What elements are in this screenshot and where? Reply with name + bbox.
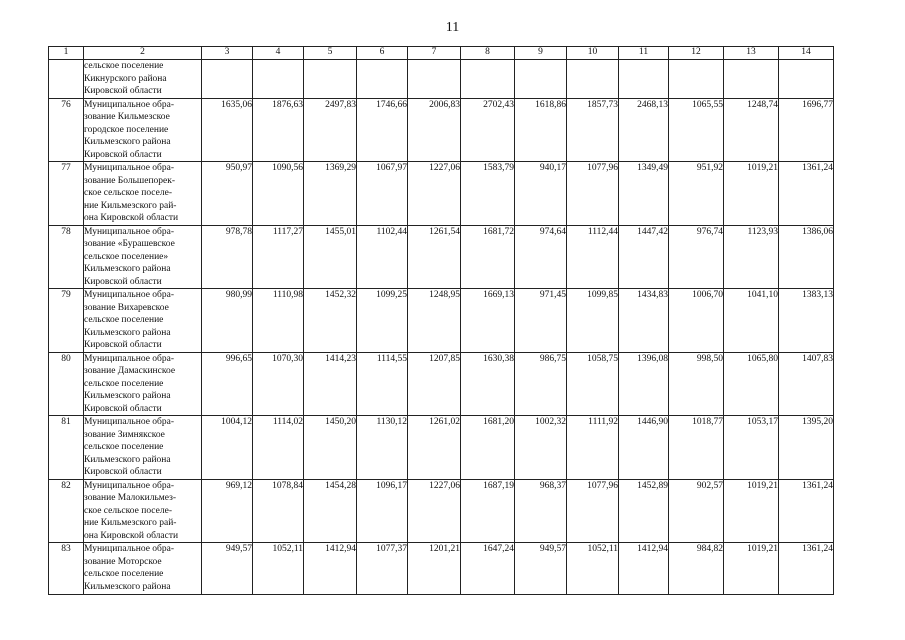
value-cell-col6: 1067,97 [357, 162, 408, 226]
value-cell-col5: 1452,32 [304, 289, 357, 353]
value-cell-col7: 2006,83 [408, 98, 461, 162]
row-index-cell [49, 60, 84, 99]
value-cell-col8: 1583,79 [461, 162, 515, 226]
value-cell-col3 [202, 60, 253, 99]
value-cell-col12: 984,82 [669, 543, 724, 595]
table-row [49, 543, 834, 595]
value-cell-col3: 950,97 [202, 162, 253, 226]
municipality-name-line: Кировской области [84, 86, 162, 96]
value-cell-col9: 1618,86 [515, 98, 567, 162]
value-cell-col7: 1227,06 [408, 479, 461, 543]
value-cell-col3: 996,65 [202, 352, 253, 416]
municipality-name-line: Кильмезского района [84, 264, 171, 274]
municipality-name-cell [84, 60, 202, 99]
table-row [49, 479, 834, 543]
row-index-cell: 80 [49, 352, 84, 416]
value-cell-col14: 1386,06 [779, 225, 834, 289]
municipality-name-cell [84, 162, 202, 226]
value-cell-col6: 1130,12 [357, 416, 408, 480]
municipality-name-line: ское сельское поселе- [84, 505, 172, 516]
value-cell-col4: 1052,11 [253, 543, 304, 595]
value-cell-col14: 1361,24 [779, 479, 834, 543]
value-cell-col6: 1077,37 [357, 543, 408, 595]
header-cell: 9 [515, 47, 567, 60]
value-cell-col5: 2497,83 [304, 98, 357, 162]
municipality-name-line: зование Дамаскинское [84, 366, 176, 376]
value-cell-col10: 1052,11 [567, 543, 619, 595]
value-cell-col6 [357, 60, 408, 99]
value-cell-col4 [253, 60, 304, 99]
value-cell-col14: 1361,24 [779, 162, 834, 226]
value-cell-col12: 902,57 [669, 479, 724, 543]
municipality-name-line: сельское поселение [84, 61, 164, 71]
table-row [49, 162, 834, 226]
municipality-name-line: городское поселение [84, 124, 169, 135]
header-cell: 2 [84, 47, 202, 60]
municipality-name-line: зование Вихаревское [84, 302, 169, 313]
value-cell-col5: 1454,28 [304, 479, 357, 543]
value-cell-col11 [619, 60, 669, 99]
value-cell-col8: 1669,13 [461, 289, 515, 353]
value-cell-col10 [567, 60, 619, 99]
value-cell-col11: 1446,90 [619, 416, 669, 480]
value-cell-col13: 1019,21 [724, 162, 779, 226]
value-cell-col3: 949,57 [202, 543, 253, 595]
value-cell-col7: 1261,02 [408, 416, 461, 480]
value-cell-col3: 1004,12 [202, 416, 253, 480]
value-cell-col6: 1099,25 [357, 289, 408, 353]
value-cell-col14: 1361,24 [779, 543, 834, 595]
value-cell-col13: 1123,93 [724, 225, 779, 289]
value-cell-col14: 1383,13 [779, 289, 834, 353]
header-row [49, 47, 834, 60]
municipality-name-line: Кировской области [84, 467, 162, 477]
municipality-name-line: сельское поселение» [84, 251, 169, 262]
value-cell-col10: 1857,73 [567, 98, 619, 162]
value-cell-col13: 1065,80 [724, 352, 779, 416]
value-cell-col6: 1102,44 [357, 225, 408, 289]
municipality-name-line: зование «Бурашевское [84, 239, 175, 249]
table-row [49, 289, 834, 353]
value-cell-col12: 976,74 [669, 225, 724, 289]
value-cell-col7: 1227,06 [408, 162, 461, 226]
municipality-name-line: зование Кильмезское [84, 112, 170, 122]
municipality-name-line: Муниципальное обра- [84, 544, 175, 554]
value-cell-col12: 1018,77 [669, 416, 724, 480]
value-cell-col11: 1452,89 [619, 479, 669, 543]
row-index-cell: 83 [49, 543, 84, 595]
header-cell: 10 [567, 47, 619, 60]
municipality-name-line: она Кировской области [84, 530, 179, 541]
row-index-cell: 77 [49, 162, 84, 226]
value-cell-col3: 969,12 [202, 479, 253, 543]
municipality-name-line: зование Малокильмез- [84, 493, 177, 503]
header-cell: 11 [619, 47, 669, 60]
municipality-name-line: сельское поселение [84, 378, 164, 389]
row-index-cell: 81 [49, 416, 84, 480]
municipality-name-cell [84, 352, 202, 416]
row-index-cell: 78 [49, 225, 84, 289]
header-cell: 5 [304, 47, 357, 60]
value-cell-col10: 1111,92 [567, 416, 619, 480]
value-cell-col11: 1396,08 [619, 352, 669, 416]
value-cell-col4: 1876,63 [253, 98, 304, 162]
municipality-name-line: сельское поселение [84, 569, 164, 579]
value-cell-col4: 1114,02 [253, 416, 304, 480]
row-index-cell: 79 [49, 289, 84, 353]
table-row [49, 225, 834, 289]
municipality-name-cell [84, 416, 202, 480]
table-row [49, 60, 834, 99]
value-cell-col8: 1681,72 [461, 225, 515, 289]
municipality-name-line: сельское поселение [84, 442, 164, 452]
value-cell-col7 [408, 60, 461, 99]
header-cell: 13 [724, 47, 779, 60]
value-cell-col13: 1248,74 [724, 98, 779, 162]
value-cell-col13 [724, 60, 779, 99]
municipality-name-line: зование Зимнякское [84, 429, 165, 440]
value-cell-col5: 1455,01 [304, 225, 357, 289]
header-cell: 7 [408, 47, 461, 60]
value-cell-col9: 971,45 [515, 289, 567, 353]
municipality-name-line: Кильмезского района [84, 327, 171, 338]
municipality-name-line: она Кировской области [84, 213, 179, 223]
value-cell-col12 [669, 60, 724, 99]
value-cell-col10: 1077,96 [567, 479, 619, 543]
value-cell-col8: 1630,38 [461, 352, 515, 416]
value-cell-col12: 951,92 [669, 162, 724, 226]
value-cell-col9: 940,17 [515, 162, 567, 226]
value-cell-col3: 1635,06 [202, 98, 253, 162]
value-cell-col11: 1349,49 [619, 162, 669, 226]
value-cell-col14 [779, 60, 834, 99]
value-cell-col5: 1412,94 [304, 543, 357, 595]
table-row [49, 416, 834, 480]
value-cell-col4: 1117,27 [253, 225, 304, 289]
page-number: 11 [445, 20, 460, 35]
municipality-name-line: Муниципальное обра- [84, 417, 175, 427]
municipality-name-line: Кильмезского района [84, 137, 171, 147]
municipality-name-line: Кильмезского района [84, 581, 171, 592]
header-cell: 4 [253, 47, 304, 60]
value-cell-col3: 980,99 [202, 289, 253, 353]
header-cell: 1 [49, 47, 84, 60]
value-cell-col4: 1110,98 [253, 289, 304, 353]
municipality-name-line: Муниципальное обра- [84, 290, 175, 300]
value-cell-col6: 1114,55 [357, 352, 408, 416]
value-cell-col8: 2702,43 [461, 98, 515, 162]
municipality-name-cell [84, 98, 202, 162]
value-cell-col10: 1112,44 [567, 225, 619, 289]
value-cell-col3: 978,78 [202, 225, 253, 289]
value-cell-col12: 998,50 [669, 352, 724, 416]
value-cell-col11: 2468,13 [619, 98, 669, 162]
row-index-cell: 76 [49, 98, 84, 162]
value-cell-col6: 1096,17 [357, 479, 408, 543]
value-cell-col10: 1077,96 [567, 162, 619, 226]
value-cell-col13: 1053,17 [724, 416, 779, 480]
municipality-name-line: ское сельское поселе- [84, 188, 172, 198]
municipality-name-cell [84, 225, 202, 289]
value-cell-col4: 1078,84 [253, 479, 304, 543]
value-cell-col4: 1090,56 [253, 162, 304, 226]
municipality-name-line: Муниципальное обра- [84, 163, 175, 173]
value-cell-col13: 1019,21 [724, 543, 779, 595]
value-cell-col8 [461, 60, 515, 99]
municipality-name-line: ние Кильмезского рай- [84, 518, 177, 528]
value-cell-col9: 949,57 [515, 543, 567, 595]
municipality-name-line: Кировской области [84, 276, 162, 287]
value-cell-col14: 1395,20 [779, 416, 834, 480]
header-cell: 3 [202, 47, 253, 60]
municipality-name-line: Кировской области [84, 403, 162, 414]
value-cell-col8: 1687,19 [461, 479, 515, 543]
value-cell-col9: 968,37 [515, 479, 567, 543]
value-cell-col11: 1412,94 [619, 543, 669, 595]
municipality-name-line: Кильмезского района [84, 454, 171, 465]
value-cell-col9: 974,64 [515, 225, 567, 289]
value-cell-col11: 1447,42 [619, 225, 669, 289]
value-cell-col5: 1450,20 [304, 416, 357, 480]
value-cell-col9 [515, 60, 567, 99]
value-cell-col11: 1434,83 [619, 289, 669, 353]
value-cell-col7: 1207,85 [408, 352, 461, 416]
value-cell-col9: 1002,32 [515, 416, 567, 480]
value-cell-col5: 1414,23 [304, 352, 357, 416]
municipality-name-line: Муниципальное обра- [84, 226, 175, 237]
value-cell-col13: 1041,10 [724, 289, 779, 353]
municipality-name-line: ние Кильмезского рай- [84, 200, 177, 211]
municipality-name-line: зование Моторское [84, 556, 162, 567]
municipality-name-line: Кикнурского района [84, 73, 167, 84]
municipality-name-line: Муниципальное обра- [84, 480, 175, 491]
municipality-name-cell [84, 479, 202, 543]
municipality-name-cell [84, 543, 202, 595]
table-row [49, 98, 834, 162]
value-cell-col14: 1407,83 [779, 352, 834, 416]
value-cell-col13: 1019,21 [724, 479, 779, 543]
value-cell-col14: 1696,77 [779, 98, 834, 162]
value-cell-col10: 1058,75 [567, 352, 619, 416]
value-cell-col6: 1746,66 [357, 98, 408, 162]
value-cell-col5 [304, 60, 357, 99]
municipality-name-line: Муниципальное обра- [84, 353, 175, 364]
municipality-name-line: сельское поселение [84, 315, 164, 325]
municipality-name-line: Муниципальное обра- [84, 99, 175, 110]
header-cell: 6 [357, 47, 408, 60]
value-cell-col7: 1248,95 [408, 289, 461, 353]
header-cell: 14 [779, 47, 834, 60]
value-cell-col8: 1647,24 [461, 543, 515, 595]
municipality-name-line: Кильмезского района [84, 391, 171, 401]
municipality-name-cell [84, 289, 202, 353]
header-cell: 12 [669, 47, 724, 60]
value-cell-col9: 986,75 [515, 352, 567, 416]
value-cell-col7: 1261,54 [408, 225, 461, 289]
municipality-name-line: зование Большепорек- [84, 175, 176, 186]
value-cell-col10: 1099,85 [567, 289, 619, 353]
municipality-name-line: Кировской области [84, 340, 162, 350]
table-row [49, 352, 834, 416]
data-table [48, 46, 834, 595]
value-cell-col12: 1006,70 [669, 289, 724, 353]
value-cell-col7: 1201,21 [408, 543, 461, 595]
table-body [49, 60, 834, 595]
value-cell-col4: 1070,30 [253, 352, 304, 416]
header-cell: 8 [461, 47, 515, 60]
value-cell-col8: 1681,20 [461, 416, 515, 480]
municipality-name-line: Кировской области [84, 149, 162, 160]
value-cell-col12: 1065,55 [669, 98, 724, 162]
row-index-cell: 82 [49, 479, 84, 543]
value-cell-col5: 1369,29 [304, 162, 357, 226]
